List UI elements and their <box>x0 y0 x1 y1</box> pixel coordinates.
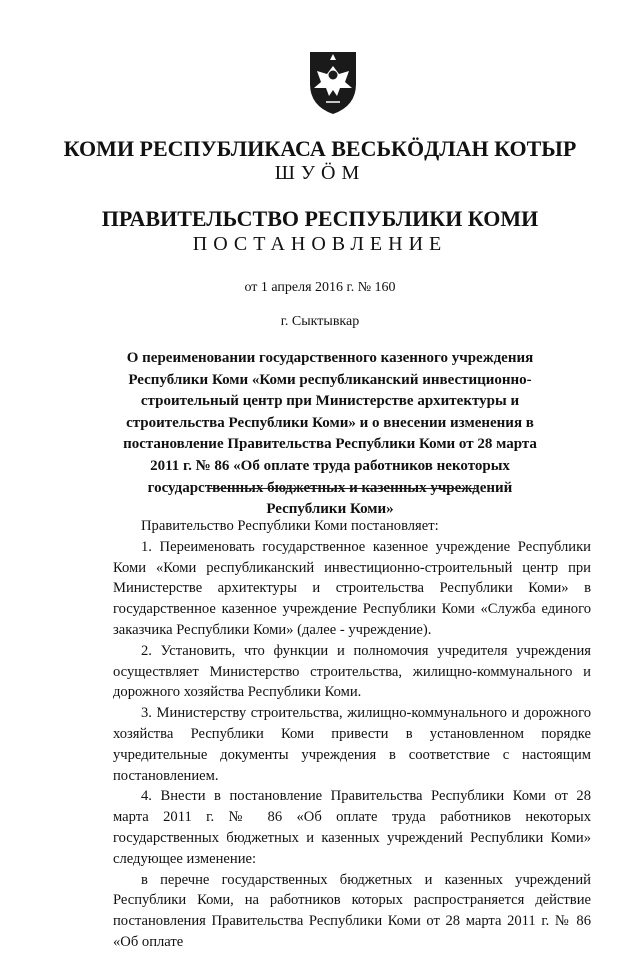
paragraph-item-3: 3. Министерству строительства, жилищно-коммунального и дорожного хозяйства Республики Коми привести в установленном порядке учредительные документы учреждения в соответствие с настоящим постановлением. <box>113 705 591 784</box>
document-city: г. Сыктывкар <box>280 314 360 329</box>
document-title: О переименовании государственного казенного учреждения Республики Коми «Коми республиканский инвестиционно-строительный центр при Министерстве архитектуры и строительства Республики Коми» и о внесении изменения в постановление Правительства Республики Коми от 28 марта 2011 г. № 86 «Об оплате труда работников некоторых государственных бюджетных и казенных учреждений Республики Коми» <box>123 350 537 518</box>
paragraph-item-1: 1. Переименовать государственное казенное учреждение Республики Коми «Коми республиканский инвестиционно-строительный центр при Министерстве архитектуры и строительства Республики Коми» в государственное казенное учреждение Республики Коми «Служба единого заказчика Республики Коми» (далее - учреждение). <box>113 538 591 638</box>
coat-of-arms-emblem <box>296 44 370 118</box>
paragraph-item-4: 4. Внести в постановление Правительства Республики Коми от 28 марта 2011 г. № 86 «Об оплате труда работников некоторых государственных бюджетных и казенных учреждений Республики Коми» следующее изменение: <box>113 788 591 867</box>
title-divider <box>208 488 476 489</box>
document-type-russian: ПОСТАНОВЛЕНИЕ <box>192 233 448 255</box>
document-date-number: от 1 апреля 2016 г. № 160 <box>244 280 396 295</box>
paragraph-preamble: Правительство Республики Коми постановляет: <box>141 518 439 534</box>
paragraph-item-2: 2. Установить, что функции и полномочия учредителя учреждения осуществляет Министерство строительства, жилищно-коммунального и дорожного хозяйства Республики Коми. <box>113 642 591 701</box>
authority-name-komi: КОМИ РЕСПУБЛИКАСА ВЕСЬКӦДЛАН КОТЫР <box>63 136 577 161</box>
authority-name-russian: ПРАВИТЕЛЬСТВО РЕСПУБЛИКИ КОМИ <box>101 206 539 231</box>
document-type-komi: ШУӦМ <box>274 162 366 184</box>
paragraph-item-4-text: в перечне государственных бюджетных и казенных учреждений Республики Коми, на работников которых распространяется действие постановления Правительства Республики Коми от 28 марта 2011 г. № 86 «Об оплате <box>113 871 591 950</box>
document-body <box>113 516 591 953</box>
